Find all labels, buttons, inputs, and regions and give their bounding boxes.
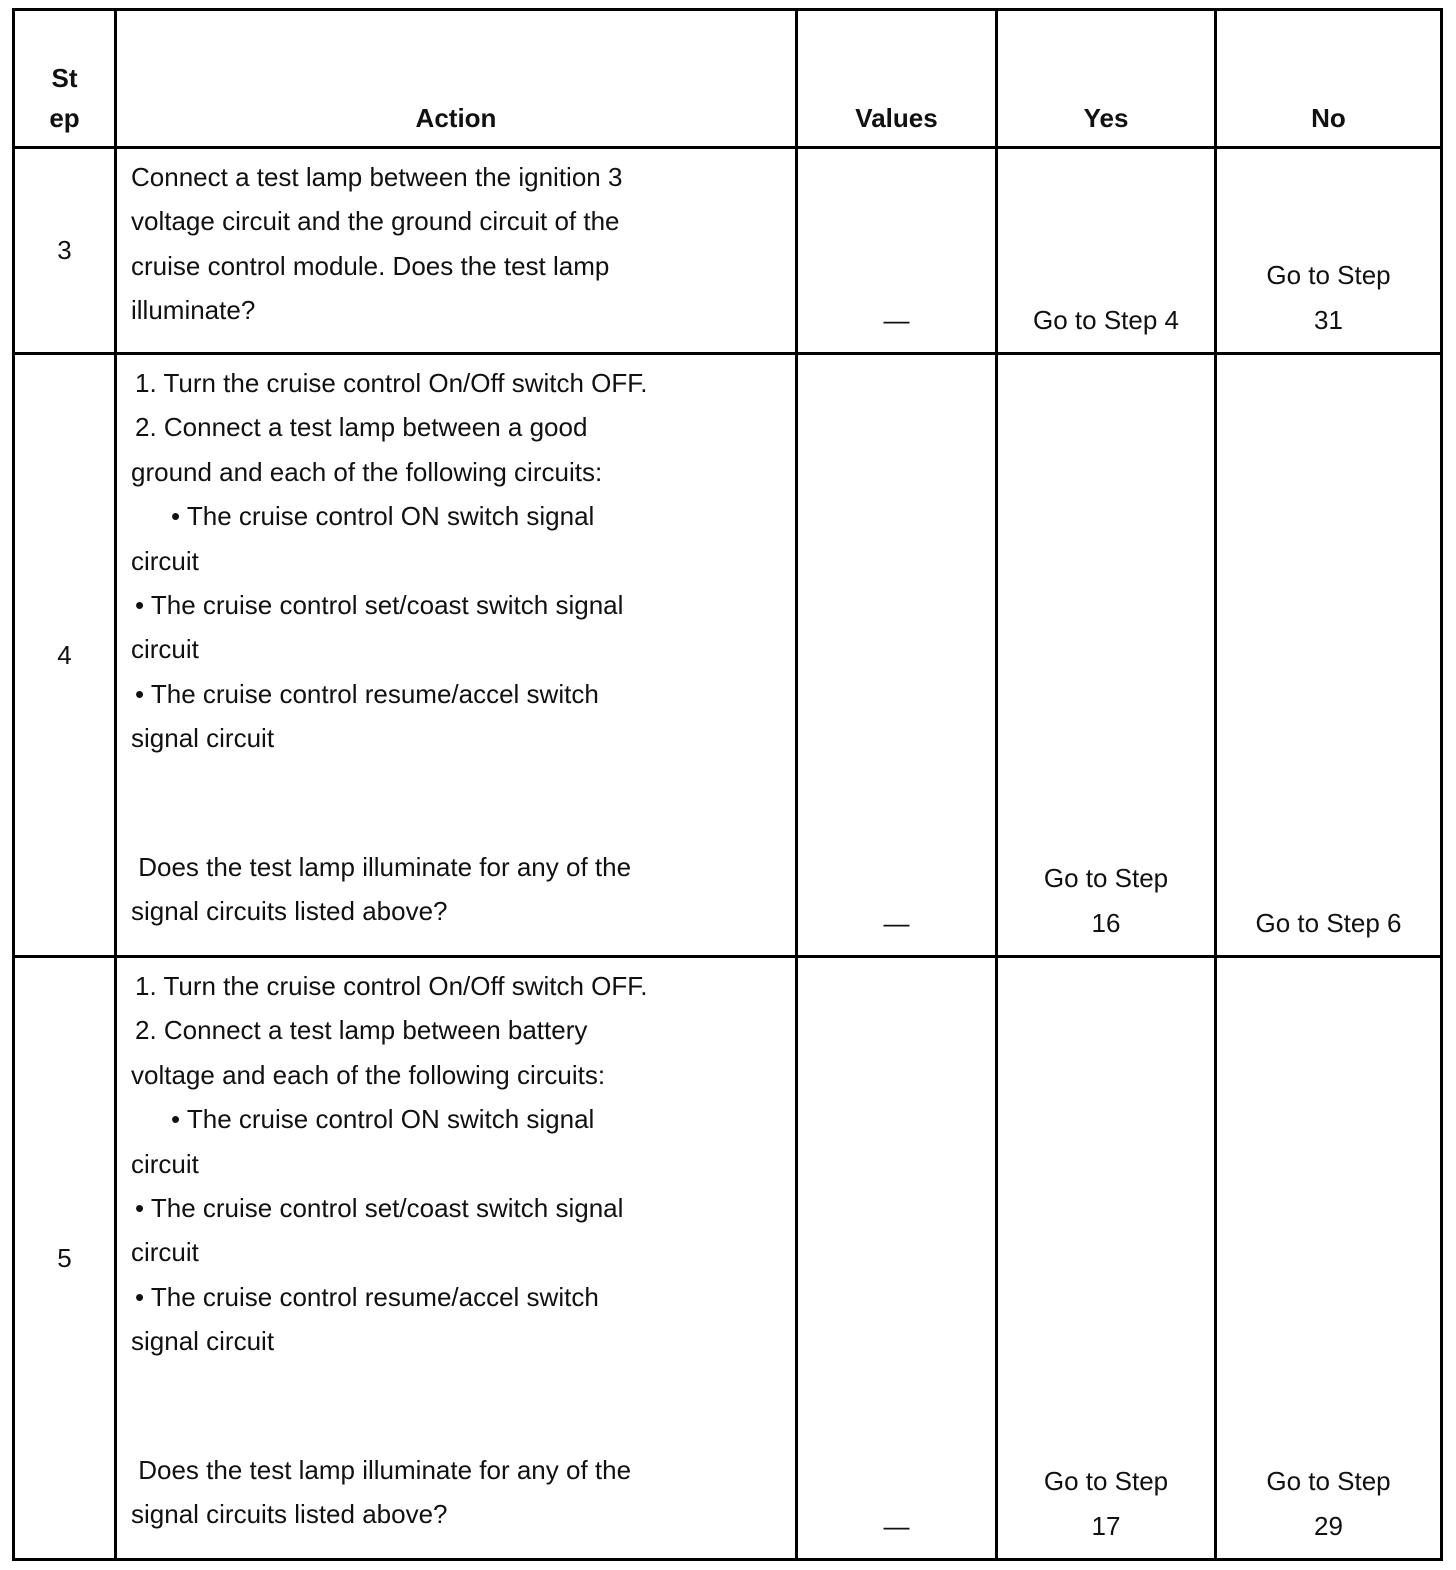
yes-cell-text: Go to Step 16 <box>1043 863 1169 938</box>
header-values: Values <box>797 10 997 148</box>
no-cell-text: Go to Step 29 <box>1266 1466 1391 1541</box>
question-line: Does the test lamp illuminate for any of the <box>131 1454 632 1485</box>
action-line: • The cruise control ON switch signal <box>171 1104 595 1135</box>
spacer <box>131 1364 785 1448</box>
header-step <box>14 10 116 148</box>
action-line: 2. Connect a test lamp between a good <box>135 412 588 443</box>
action-line: • The cruise control set/coast switch signal <box>135 590 624 621</box>
action-line: illuminate? <box>131 295 256 326</box>
action-line: cruise control module. Does the test lamp <box>131 250 610 281</box>
action-line: 2. Connect a test lamp between battery <box>135 1015 588 1046</box>
header-step-label: St ep <box>49 63 80 133</box>
spacer <box>131 761 785 845</box>
values-cell: — <box>797 354 997 957</box>
action-line: circuit <box>131 545 199 576</box>
action-line: voltage circuit and the ground circuit of the <box>131 206 620 237</box>
action-line: circuit <box>131 1148 199 1179</box>
table-row-step-3 <box>14 148 1442 354</box>
action-cell <box>116 148 797 354</box>
header-action: Action <box>116 10 797 148</box>
action-cell <box>116 957 797 1560</box>
step-cell: 4 <box>14 354 116 957</box>
no-cell <box>1216 957 1442 1560</box>
action-line: • The cruise control set/coast switch signal <box>135 1193 624 1224</box>
action-line: ground and each of the following circuits: <box>131 456 603 487</box>
values-cell: — <box>797 148 997 354</box>
action-line: • The cruise control resume/accel switch <box>135 678 599 709</box>
step-cell: 5 <box>14 957 116 1560</box>
action-line: circuit <box>131 1237 199 1268</box>
action-line: signal circuit <box>131 723 275 754</box>
header-yes: Yes <box>997 10 1216 148</box>
table-row-step-5 <box>14 957 1442 1560</box>
header-row <box>14 10 1442 148</box>
no-cell-text: Go to Step 31 <box>1266 260 1391 335</box>
action-line: voltage and each of the following circuits: <box>131 1059 606 1090</box>
header-no: No <box>1216 10 1442 148</box>
yes-cell <box>997 957 1216 1560</box>
step-cell: 3 <box>14 148 116 354</box>
action-cell <box>116 354 797 957</box>
action-line: • The cruise control ON switch signal <box>171 501 595 532</box>
values-cell: — <box>797 957 997 1560</box>
action-line: 1. Turn the cruise control On/Off switch OFF. <box>135 971 648 1001</box>
yes-cell <box>997 354 1216 957</box>
no-cell <box>1216 148 1442 354</box>
yes-cell: Go to Step 4 <box>997 148 1216 354</box>
action-line: Connect a test lamp between the ignition 3 <box>131 162 623 192</box>
question-line: signal circuits listed above? <box>131 896 448 927</box>
table-row-step-4 <box>14 354 1442 957</box>
action-line: 1. Turn the cruise control On/Off switch OFF. <box>135 368 648 398</box>
question-line: signal circuits listed above? <box>131 1499 448 1530</box>
action-line: signal circuit <box>131 1326 275 1357</box>
diagnostic-table <box>12 8 1443 1561</box>
question-line: Does the test lamp illuminate for any of the <box>131 851 632 882</box>
no-cell: Go to Step 6 <box>1216 354 1442 957</box>
action-line: circuit <box>131 634 199 665</box>
yes-cell-text: Go to Step 17 <box>1043 1466 1169 1541</box>
action-line: • The cruise control resume/accel switch <box>135 1281 599 1312</box>
